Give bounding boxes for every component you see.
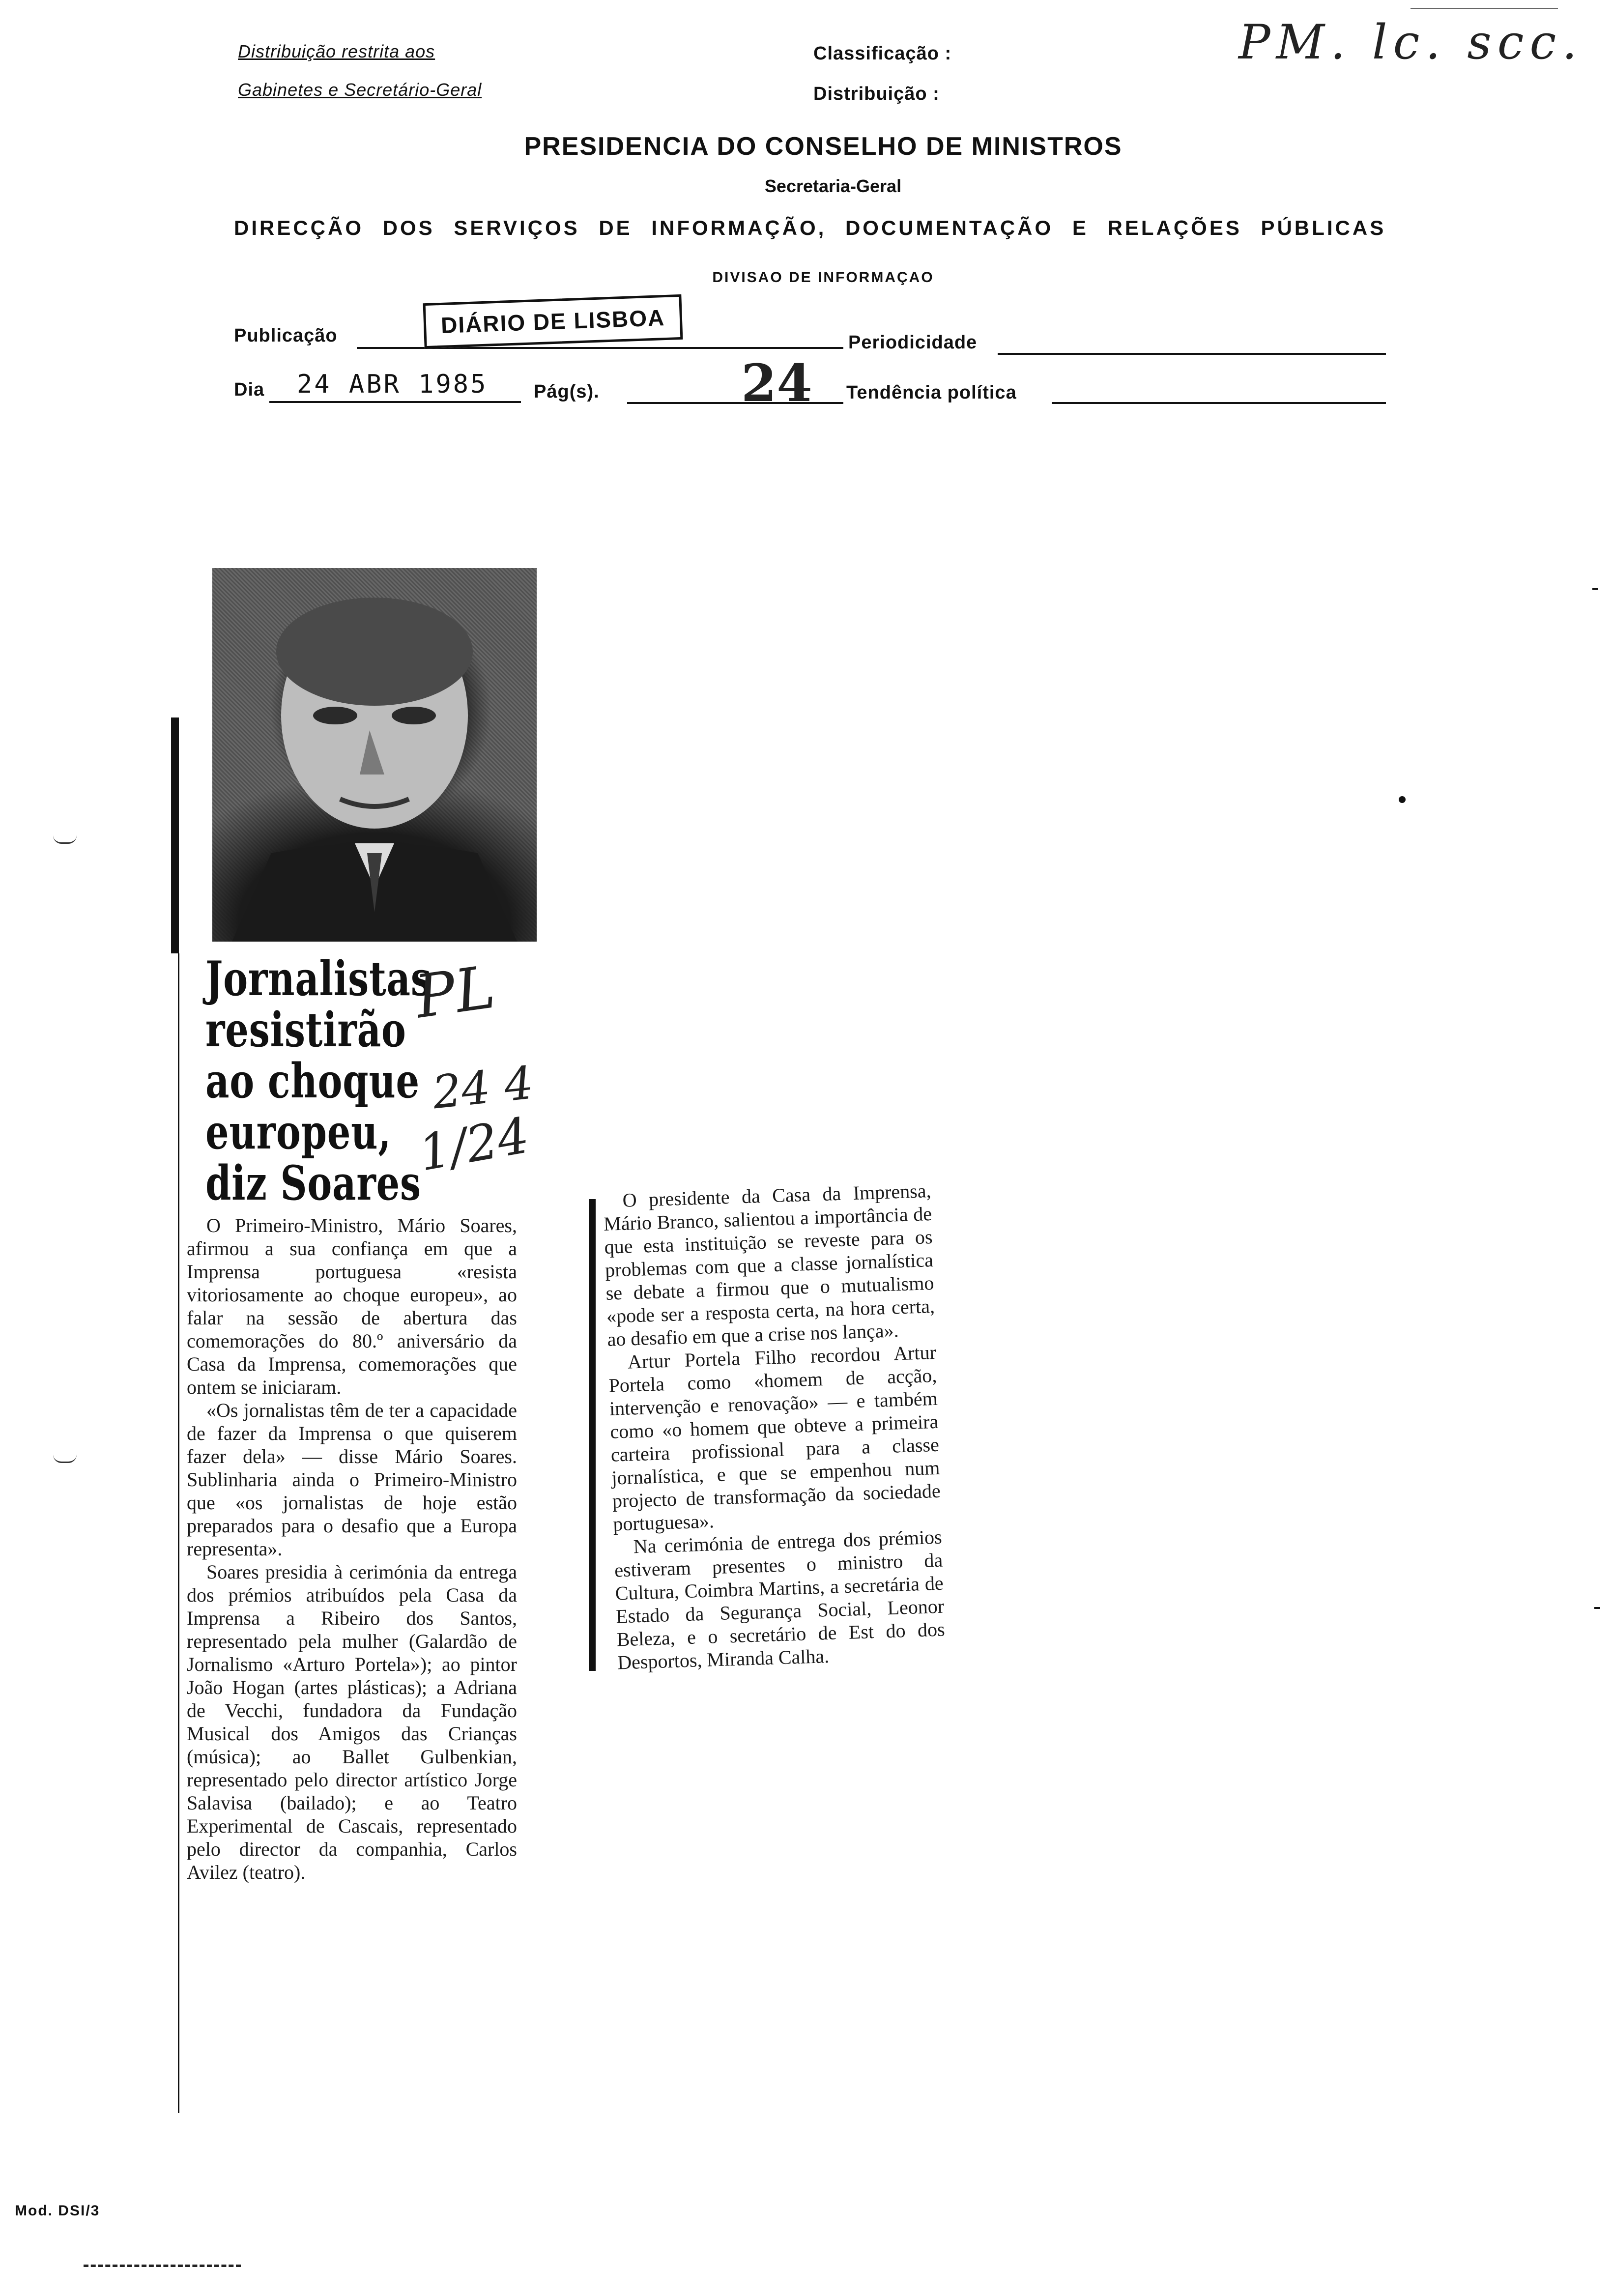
dia-label: Dia [234, 379, 265, 400]
handwritten-mark-date: 24 4 [430, 1056, 536, 1119]
periodicidade-label: Periodicidade [848, 332, 978, 353]
portrait-silhouette [212, 568, 537, 942]
margin-mark [53, 1455, 77, 1463]
article-paragraph: Artur Portela Filho recordou Artur Portela como «homem de acção, intervenção e renovação» — e também como «o homem que obteve a primeira carteira profissional para a classe jornalística, e que se empenhou num projecto de transformação da sociedade portuguesa». [608, 1341, 941, 1535]
headline-line-3: ao choque [205, 1053, 420, 1109]
article-paragraph: Soares presidia à cerimónia da entrega dos prémios atribuídos pela Casa da Imprensa a Ribeiro dos Santos, representado pela mulher (Galardão de Jornalismo «Arturo Portela»); ao pintor João Hogan (artes plásticas); a Adriana de Vecchi, fundadora da Fundação Musical dos Amigos das Crianças (música); ao Ballet Gulbenkian, representado pelo director artístico Jorge Salavisa (bailado); e ao Teatro Experimental de Cascais, representado pelo director da companhia, Carlos Avilez (teatro). [187, 1561, 517, 1883]
article-paragraph: O Primeiro-Ministro, Mário Soares, afirmou a sua confiança em que a Imprensa portuguesa «resista vitoriosamente ao choque europeu», ao falar na sessão de abertura das comemorações do 80.º aniversário da Casa da Imprensa, comemorações que ontem se iniciaram. [187, 1214, 517, 1398]
page-title: PRESIDENCIA DO CONSELHO DE MINISTROS [524, 132, 1123, 161]
publicacao-label: Publicação [234, 325, 338, 346]
headline-line-4: europeu, [205, 1104, 392, 1160]
handwritten-mark-pl: PL [411, 953, 499, 1032]
handwritten-reference: PM. lc. scc. [1238, 15, 1583, 70]
article-column-1 [187, 1214, 517, 1884]
handwritten-mark-page: 1/24 [414, 1106, 534, 1182]
headline-line-5: diz Soares [205, 1155, 421, 1211]
scan-speck [1399, 796, 1406, 803]
article-column-2 [603, 1179, 946, 1674]
footer-dash-rule [84, 2265, 241, 2267]
column-thick-rule [171, 718, 179, 953]
publicacao-stamp: DIÁRIO DE LISBOA [423, 294, 683, 348]
headline-line-2: resistirão [205, 1002, 406, 1058]
distribuicao-label: Distribuição : [813, 84, 940, 104]
classificacao-label: Classificação : [813, 43, 952, 64]
column-left-rule [178, 953, 179, 2113]
restricted-distribution-line-1: Distribuição restrita aos [238, 41, 435, 61]
article-paragraph: «Os jornalistas têm de ter a capacidade de fazer da Imprensa o que quiserem fazer dela» — disse Mário Soares. Sublinharia ainda o Primeiro-Ministro que «os jornalistas de hoje estão preparados para o desafio que a Europa representa». [187, 1399, 517, 1560]
model-code: Mod. DSI/3 [15, 2203, 100, 2219]
direccao-line: DIRECÇÃO DOS SERVIÇOS DE INFORMAÇÃO, DOCUMENTAÇÃO E RELAÇÕES PÚBLICAS [234, 216, 1386, 239]
dia-underline [269, 401, 521, 403]
restricted-distribution-line-2: Gabinetes e Secretário-Geral [238, 80, 482, 100]
article-paragraph: Na cerimónia de entrega dos prémios estiveram presentes o ministro da Cultura, Coimbra Martins, a secretária de Estado da Segurança Social, Leonor Beleza, e o secretário de Est do dos Desportos, Miranda Calha. [614, 1525, 946, 1674]
tendencia-underline [1052, 402, 1386, 404]
pags-label: Pág(s). [534, 381, 600, 402]
article-paragraph: O presidente da Casa da Imprensa, Mário Branco, salientou a importância de que esta instituição se reveste para os problemas com que a classe jornalística se debate a firmou que o mutualismo «pode ser a resposta certa, na hora certa, ao desafio em que a crise nos lança». [603, 1179, 935, 1350]
subtitle: Secretaria-Geral [764, 176, 902, 196]
margin-mark [53, 835, 77, 844]
dia-value: 24 ABR 1985 [297, 370, 488, 399]
tendencia-label: Tendência política [846, 382, 1017, 403]
periodicidade-underline [998, 353, 1386, 355]
divisao-line: DIVISAO DE INFORMAÇAO [712, 269, 934, 286]
top-edge-rule [1410, 8, 1558, 9]
pags-value: 24 [741, 353, 812, 413]
portrait-photo [212, 568, 537, 942]
scan-speck [1594, 1607, 1600, 1609]
headline-line-1: Jornalistas [205, 951, 432, 1006]
scan-speck [1592, 588, 1598, 590]
column-middle-rule [589, 1199, 596, 1671]
